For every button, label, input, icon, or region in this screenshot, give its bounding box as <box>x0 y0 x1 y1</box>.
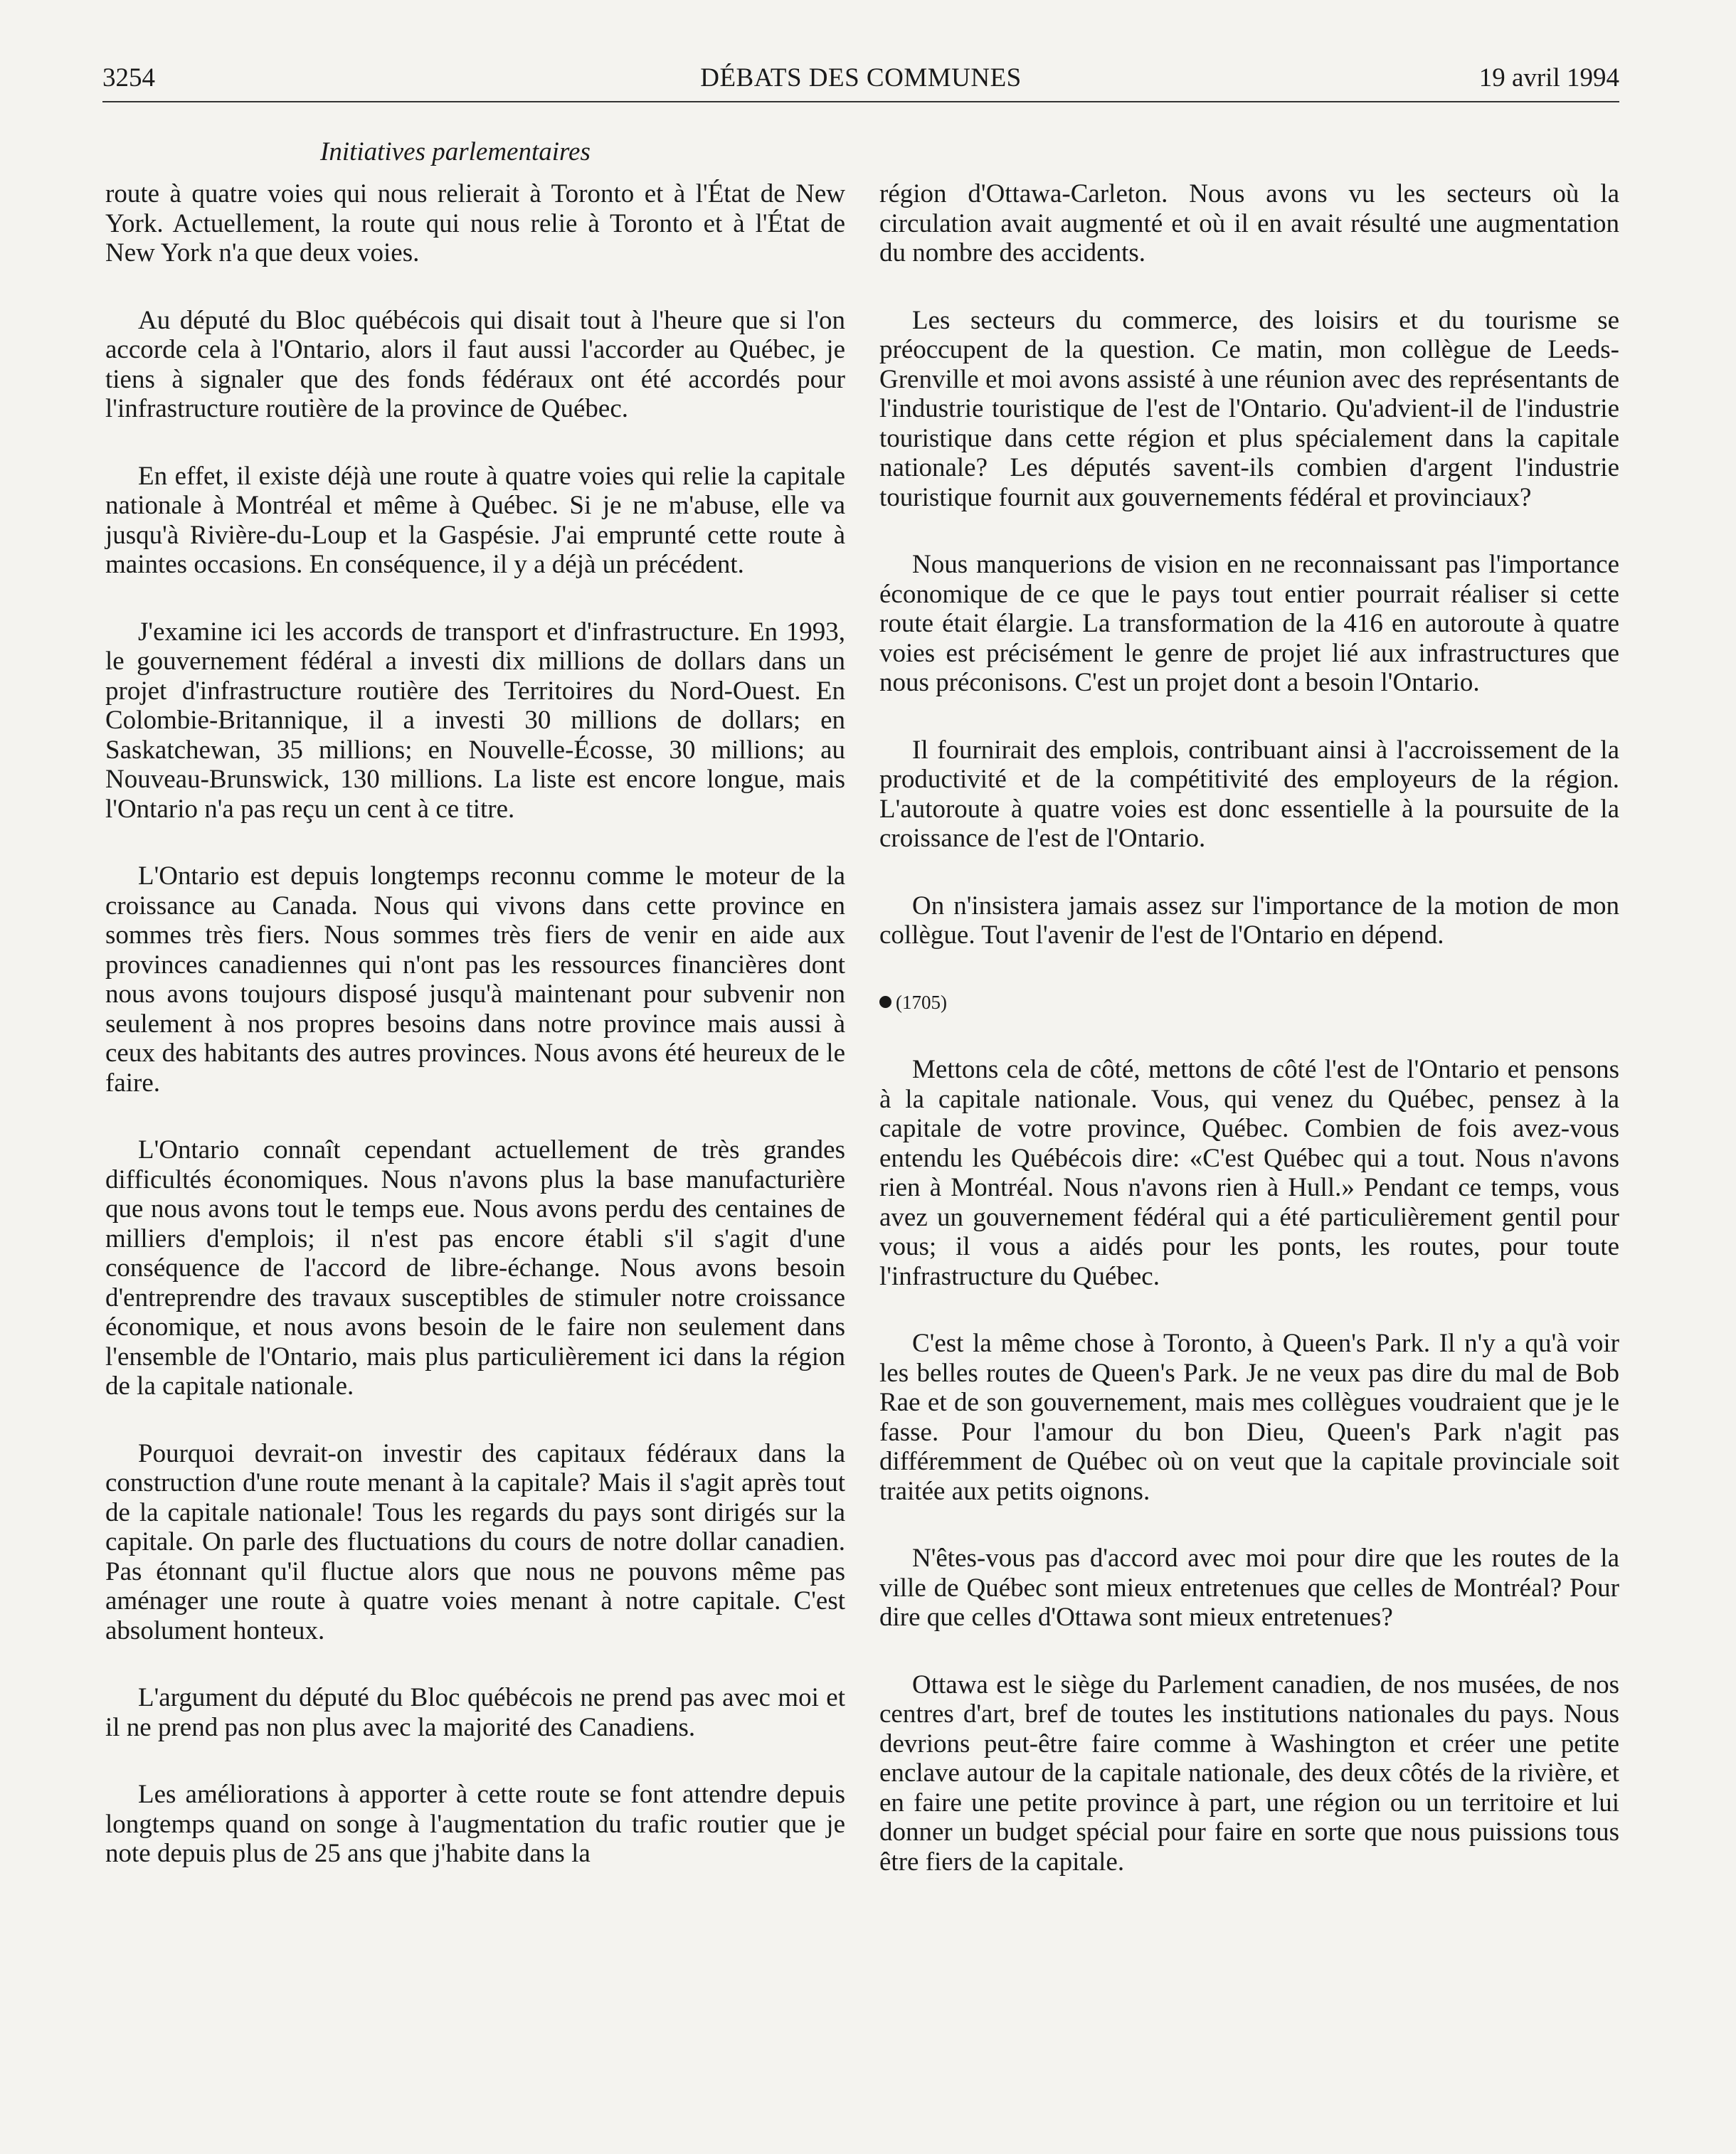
time-marker <box>879 988 1619 1018</box>
paragraph: On n'insistera jamais assez sur l'importance de la motion de mon collègue. Tout l'avenir de l'est de l'Ontario en dépend. <box>879 891 1619 950</box>
paragraph: route à quatre voies qui nous relierait à Toronto et à l'État de New York. Actuellement, la route qui nous relie à Toronto et à l'État de New York n'a que deux voies. <box>105 179 845 267</box>
paragraph: N'êtes-vous pas d'accord avec moi pour dire que les routes de la ville de Québec sont mieux entretenues que celles de Montréal? Pour dire que celles d'Ottawa sont mieux entretenues? <box>879 1544 1619 1632</box>
paragraph: Les améliorations à apporter à cette route se font attendre depuis longtemps quand on songe à l'augmentation du trafic routier que je note depuis plus de 25 ans que j'habite dans la <box>105 1780 845 1868</box>
time-marker-label: (1705) <box>896 991 947 1013</box>
page-header <box>102 63 1619 100</box>
bullet-icon <box>879 996 891 1008</box>
right-column <box>879 179 1619 1914</box>
paragraph: Nous manquerions de vision en ne reconnaissant pas l'importance économique de ce que le pays tout entier pourrait réaliser si cette route était élargie. La transformation de la 416 en autoroute à quatre voies est précisément le genre de projet lié aux infrastructures que nous préconisons. C'est un projet dont a besoin l'Ontario. <box>879 550 1619 697</box>
paragraph: Mettons cela de côté, mettons de côté l'est de l'Ontario et pensons à la capitale nationale. Vous, qui venez du Québec, pensez à la capitale de votre province, Québec. Combien de fois avez-vous entendu les Québécois dire: «C'est Québec qui a tout. Nous n'avons rien à Montréal. Nous n'avons rien à Hull.» Pendant ce temps, vous avez un gouvernement fédéral qui a été particulièrement gentil pour vous; il vous a aidés pour les ponts, les routes, pour toute l'infrastructure du Québec. <box>879 1055 1619 1291</box>
paragraph: L'Ontario est depuis longtemps reconnu comme le moteur de la croissance au Canada. Nous qui vivons dans cette province en sommes très fiers. Nous sommes très fiers de venir en aide aux provinces canadiennes qui n'ont pas les ressources financières dont nous avons toujours disposé jusqu'à maintenant pour subvenir non seulement à nos propres besoins dans notre province mais aussi à ceux des habitants des autres provinces. Nous avons été heureux de le faire. <box>105 861 845 1098</box>
paragraph: Les secteurs du commerce, des loisirs et du tourisme se préoccupent de la question. Ce matin, mon collègue de Leeds-Grenville et moi avons assisté à une réunion avec des représentants de l'industrie touristique de l'est de l'Ontario. Qu'advient-il de l'industrie touristique dans cette région et plus spécialement dans la capitale nationale? Les députés savent-ils combien d'argent l'industrie touristique fournit aux gouvernements fédéral et provinciaux? <box>879 305 1619 512</box>
paragraph: région d'Ottawa-Carleton. Nous avons vu les secteurs où la circulation avait augmenté et où il en avait résulté une augmentation du nombre des accidents. <box>879 179 1619 267</box>
paragraph: L'Ontario connaît cependant actuellement de très grandes difficultés économiques. Nous n'avons plus la base manufacturière que nous avons tout le temps eue. Nous avons perdu des centaines de milliers d'emplois; il n'est pas encore établi s'il s'agit d'une conséquence de l'accord de libre-échange. Nous avons besoin d'entreprendre des travaux susceptibles de stimuler notre croissance économique, et nous avons besoin de le faire non seulement dans l'ensemble de l'Ontario, mais plus particulièrement ici dans la région de la capitale nationale. <box>105 1135 845 1401</box>
paragraph: L'argument du député du Bloc québécois ne prend pas avec moi et il ne prend pas non plus avec la majorité des Canadiens. <box>105 1683 845 1742</box>
paragraph: Il fournirait des emplois, contribuant ainsi à l'accroissement de la productivité et de la compétitivité des employeurs de la région. L'autoroute à quatre voies est donc essentielle à la poursuite de la croissance de l'est de l'Ontario. <box>879 735 1619 853</box>
paragraph: J'examine ici les accords de transport et d'infrastructure. En 1993, le gouvernement fédéral a investi dix millions de dollars dans un projet d'infrastructure routière des Territoires du Nord-Ouest. En Colombie-Britannique, il a investi 30 millions de dollars; en Saskatchewan, 35 millions; en Nouvelle-Écosse, 30 millions; au Nouveau-Brunswick, 130 millions. La liste est encore longue, mais l'Ontario n'a pas reçu un cent à ce titre. <box>105 617 845 824</box>
header-rule <box>102 101 1619 102</box>
section-title: Initiatives parlementaires <box>320 137 591 166</box>
paragraph: Au député du Bloc québécois qui disait tout à l'heure que si l'on accorde cela à l'Ontario, alors il faut aussi l'accorder au Québec, je tiens à signaler que des fonds fédéraux ont été accordés pour l'infrastructure routière de la province de Québec. <box>105 305 845 423</box>
paragraph: Ottawa est le siège du Parlement canadien, de nos musées, de nos centres d'art, bref de toutes les institutions nationales du pays. Nous devrions peut-être faire comme à Washington et créer une petite enclave autour de la capitale nationale, des deux côtés de la rivière, et en faire une petite province à part, une région ou un territoire et lui donner un budget spécial pour faire en sorte que nous puissions tous être fiers de la capitale. <box>879 1670 1619 1877</box>
page-number: 3254 <box>102 63 155 92</box>
left-column <box>105 179 845 1906</box>
publication-title: DÉBATS DES COMMUNES <box>700 63 1022 92</box>
paragraph: Pourquoi devrait-on investir des capitaux fédéraux dans la construction d'une route menant à la capitale? Mais il s'agit après tout de la capitale nationale! Tous les regards du pays sont dirigés sur la capitale. On parle des fluctuations du cours de notre dollar canadien. Pas étonnant qu'il fluctue alors que nous ne pouvons même pas aménager une route à quatre voies menant à notre capitale. C'est absolument honteux. <box>105 1438 845 1645</box>
paragraph: En effet, il existe déjà une route à quatre voies qui relie la capitale nationale à Montréal et même à Québec. Si je ne m'abuse, elle va jusqu'à Rivière-du-Loup et la Gaspésie. J'ai emprunté cette route à maintes occasions. En conséquence, il y a déjà un précédent. <box>105 461 845 579</box>
paragraph: C'est la même chose à Toronto, à Queen's Park. Il n'y a qu'à voir les belles routes de Queen's Park. Je ne veux pas dire du mal de Bob Rae et de son gouvernement, mais mes collègues voudraient que je le fasse. Pour l'amour du bon Dieu, Queen's Park n'agit pas différemment de Québec où on veut que la capitale provinciale soit traitée aux petits oignons. <box>879 1329 1619 1506</box>
sitting-date: 19 avril 1994 <box>1478 63 1619 92</box>
